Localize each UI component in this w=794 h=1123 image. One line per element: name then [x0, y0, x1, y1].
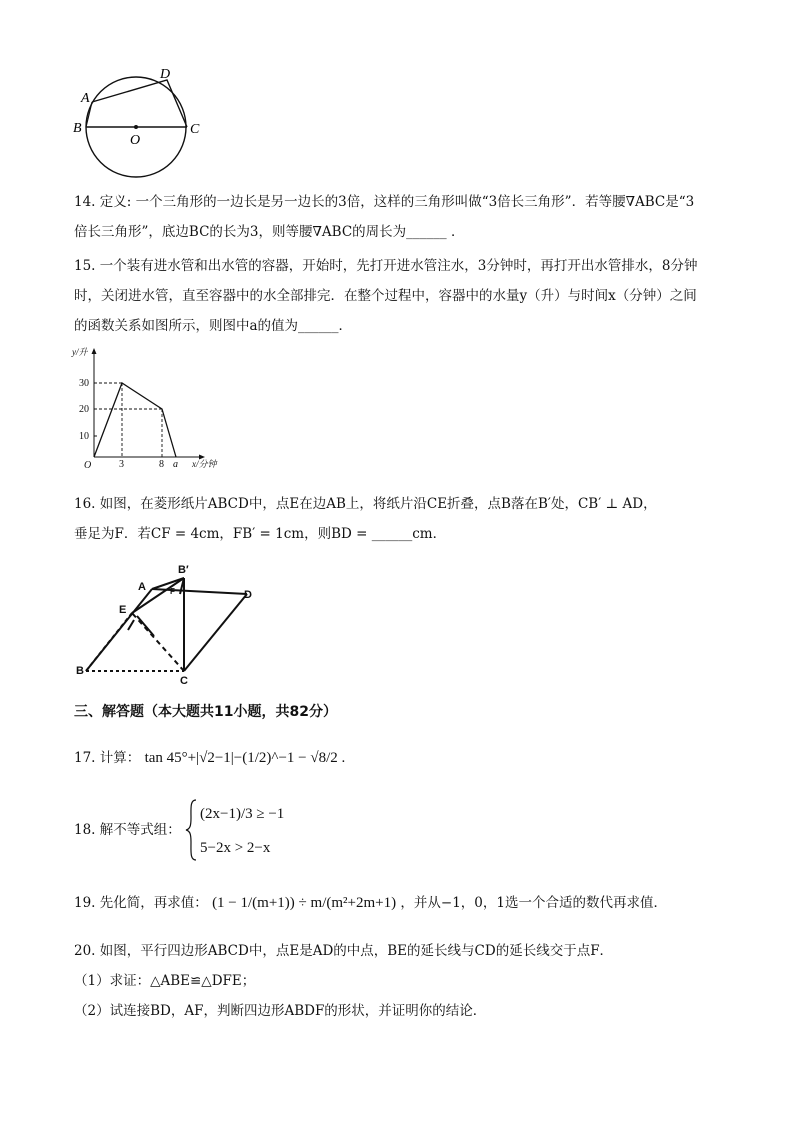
- label-A: A: [138, 581, 146, 593]
- y-tick-30: 30: [79, 378, 89, 389]
- x-axis-label: x/分钟: [192, 459, 217, 469]
- question-20-line1: 20. 如图，平行四边形ABCD中，点E是AD的中点，BE的延长线与CD的延长线交于点F．: [74, 943, 614, 959]
- question-16-line2: 垂足为F．若CF = 4cm，FB′ = 1cm，则BD = ______cm．: [74, 526, 447, 542]
- question-14-line2: 倍长三角形”，底边BC的长为3，则等腰∇ABC的周长为______ ．: [74, 224, 465, 240]
- section-heading: 三、解答题（本大题共11小题，共82分）: [74, 704, 337, 720]
- volume-line: [94, 383, 176, 457]
- question-14-line1: 14. 定义: 一个三角形的一边长是另一边长的3倍，这样的三角形叫做“3倍长三角形”．若等腰∇ABC是“3: [74, 194, 695, 210]
- question-19-suffix: ，并从−1，0，1选一个合适的数代再求值．: [400, 895, 667, 911]
- question-19-expression: (1 − 1/(m+1)) ÷ m/(m²+2m+1): [212, 895, 397, 911]
- label-E: E: [119, 604, 127, 616]
- origin-label: O: [84, 460, 92, 471]
- label-C: C: [180, 675, 188, 687]
- question-20-part2: （2）试连接BD，AF，判断四边形ABDF的形状，并证明你的结论．: [74, 1003, 487, 1019]
- label-B: B: [76, 665, 84, 677]
- question-16-line1: 16. 如图，在菱形纸片ABCD中，点E在边AB上，将纸片沿CE折叠，点B落在B′处，CB′ ⊥ AD，: [74, 496, 657, 512]
- y-tick-20: 20: [79, 404, 89, 415]
- question-17-prefix: 17. 计算：: [74, 750, 141, 766]
- label-B-prime: B′: [178, 564, 189, 576]
- question-19-prefix: 19. 先化简，再求值：: [74, 895, 208, 911]
- question-18-prefix: 18. 解不等式组：: [74, 822, 181, 838]
- label-D: D: [244, 589, 252, 601]
- label-A: A: [81, 91, 90, 106]
- question-15-line3: 的函数关系如图所示，则图中a的值为______．: [74, 318, 353, 334]
- label-F: F: [170, 587, 175, 596]
- x-tick-8: 8: [159, 459, 164, 470]
- question-19: [74, 893, 667, 913]
- label-B: B: [73, 121, 82, 136]
- water-volume-graph: [66, 345, 236, 471]
- inequality-2: 5−2x > 2−x: [200, 840, 271, 856]
- x-tick-3: 3: [119, 459, 124, 470]
- brace-icon: [184, 798, 198, 862]
- label-O: O: [130, 133, 141, 148]
- rhombus-figure: [72, 558, 272, 688]
- inequality-1: (2x−1)/3 ≥ −1: [200, 806, 285, 822]
- x-tick-a: a: [173, 459, 178, 470]
- circle-figure: [70, 62, 220, 182]
- question-15-line2: 时，关闭进水管，直至容器中的水全部排完．在整个过程中，容器中的水量y（升）与时间x（分钟）之间: [74, 288, 697, 304]
- question-15-line1: 15. 一个装有进水管和出水管的容器，开始时，先打开进水管注水，3分钟时，再打开出水管排水，8分钟: [74, 258, 698, 274]
- question-17-expression: tan 45°+|√2−1|−(1/2)^−1 − √8/2 .: [144, 750, 346, 766]
- label-C: C: [190, 122, 200, 137]
- question-18: [74, 820, 181, 840]
- question-20-part1: （1）求证：△ABE≌△DFE；: [74, 973, 256, 989]
- y-tick-10: 10: [79, 431, 89, 442]
- y-axis-label: y/升: [72, 347, 88, 357]
- question-17: [74, 748, 345, 768]
- label-D: D: [160, 67, 171, 82]
